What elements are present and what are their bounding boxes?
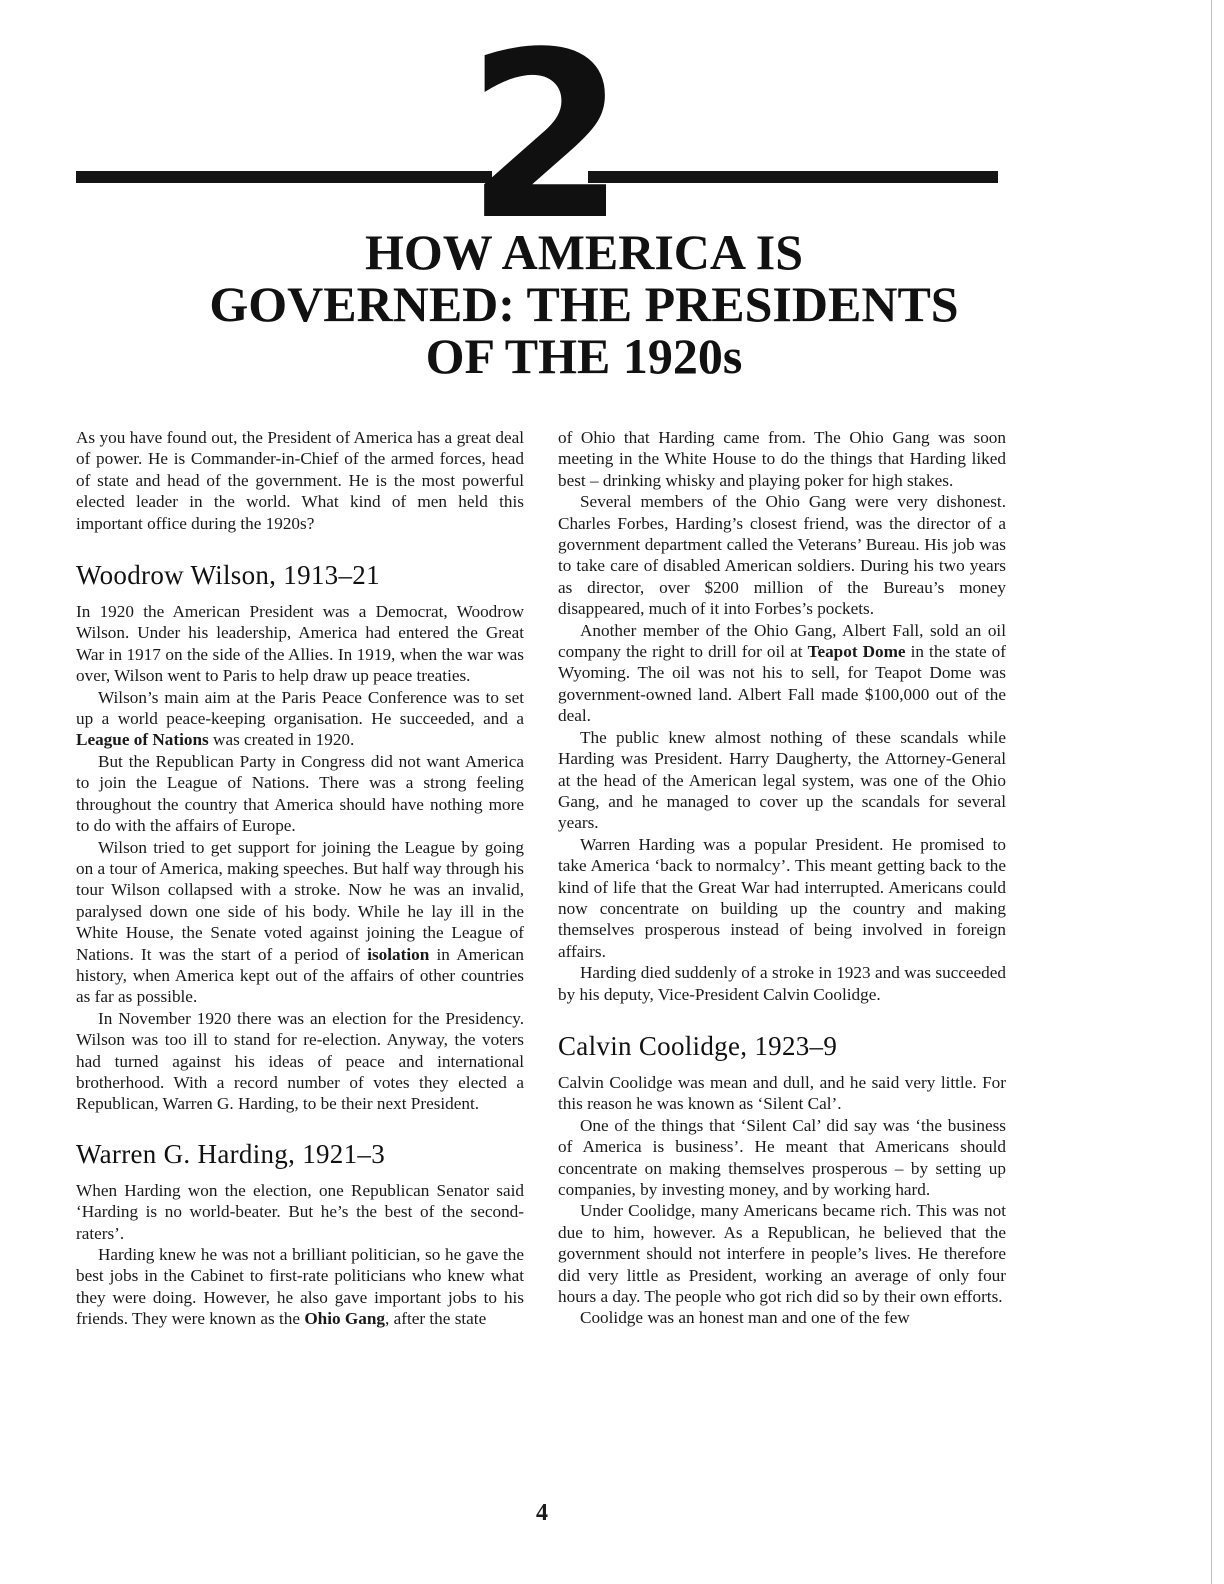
wilson-paragraph-2-text-b: was created in 1920. — [208, 730, 355, 750]
harding-paragraph-2-text-a: Harding knew he was not a brilliant politician, so he gave the best jobs in the Cabinet to first-rate politicians who knew what they were doing. However, he also gave important jobs to his friends. They were known as the — [76, 1245, 524, 1329]
scandals-paragraph: The public knew almost nothing of these scandals while Harding was President. Harry Daugherty, the Attorney-General at the head of the American legal system, was one of the Ohio Gang, and he managed to cover up the scandals for several years. — [558, 727, 1006, 833]
harding-paragraph-2-text-b: , after the state — [385, 1309, 487, 1329]
chapter-number: 2 — [465, 4, 621, 271]
teapot-dome-paragraph-text-a: Another member of the Ohio Gang, Albert Fall, sold an oil company the right to drill for oil at — [558, 620, 1006, 662]
right-column — [558, 427, 1006, 1329]
intro-paragraph: As you have found out, the President of America has a great deal of power. He is Commander-in-Chief of the armed forces, head of state and head of the government. He is the most powerful elected leader in the world. What kind of men held this important office during the 1920s? — [76, 428, 524, 533]
coolidge-heading: Calvin Coolidge, 1923–9 — [558, 1030, 838, 1061]
coolidge-paragraph-2: One of the things that ‘Silent Cal’ did say was ‘the business of America is business’. He meant that Americans should concentrate on making themselves prosperous – by setting up companies, by investing money, and by working hard. — [558, 1115, 1006, 1199]
coolidge-paragraph-4: Coolidge was an honest man and one of the few — [580, 1308, 910, 1328]
coolidge-paragraph-3: Under Coolidge, many Americans became rich. This was not due to him, however. As a Republican, he believed that the government should not interfere in people’s lives. He therefore did very little as President, working an average of only four hours a day. The people who got rich did so by their own efforts. — [558, 1201, 1006, 1307]
header-rule-right — [588, 171, 998, 183]
wilson-paragraph-4-text-a: Wilson tried to get support for joining the League by going on a tour of America, making speeches. But half way through his tour Wilson collapsed with a stroke. Now he was an invalid, paralysed down one side of his body. While he lay ill in the White House, the Senate voted against joining the League of Nations. It was the start of a period of — [76, 837, 524, 964]
chapter-title — [76, 226, 1092, 382]
league-of-nations-term: League of Nations — [76, 730, 209, 750]
teapot-dome-paragraph-text-b: in the state of Wyoming. The oil was not his to sell, for Teapot Dome was government-owned land. Albert Fall made $100,000 out of the deal. — [558, 642, 1006, 726]
chapter-title-line-1: HOW AMERICA IS — [364, 224, 804, 280]
normalcy-paragraph: Warren Harding was a popular President. He promised to take America ‘back to normalcy’. This meant getting back to the kind of life that the Great War had interrupted. Americans could now concentrate on building up the country and making themselves prosperous instead of being involved in foreign affairs. — [558, 834, 1006, 961]
wilson-paragraph-2 — [76, 687, 524, 751]
harding-death-paragraph: Harding died suddenly of a stroke in 1923 and was succeeded by his deputy, Vice-President Calvin Coolidge. — [558, 963, 1006, 1004]
header-rule-left — [76, 171, 492, 183]
wilson-paragraph-4-text-b: in American history, when America kept out of the affairs of other countries as far as possible. — [76, 944, 524, 1007]
page-number: 4 — [536, 1500, 548, 1526]
left-column — [76, 427, 524, 1330]
forbes-paragraph: Several members of the Ohio Gang were very dishonest. Charles Forbes, Harding’s closest friend, was the director of a government department called the Veterans’ Bureau. His job was to take care of disabled American soldiers. During his two years as director, over $200 million of the Bureau’s money disappeared, much of it into Forbes’s pockets. — [558, 492, 1006, 619]
coolidge-paragraph-1: Calvin Coolidge was mean and dull, and he said very little. For this reason he was known as ‘Silent Cal’. — [558, 1072, 1006, 1114]
wilson-paragraph-2-text-a: Wilson’s main aim at the Paris Peace Conference was to set up a world peace-keeping organisation. He succeeded, and a — [76, 687, 524, 729]
wilson-heading: Woodrow Wilson, 1913–21 — [76, 560, 380, 591]
ohio-gang-continued-paragraph: of Ohio that Harding came from. The Ohio Gang was soon meeting in the White House to do the things that Harding liked best – drinking whisky and playing poker for high stakes. — [558, 428, 1006, 490]
wilson-paragraph-5: In November 1920 there was an election for the Presidency. Wilson was too ill to stand for re-election. Anyway, the voters had turned against his ideas of peace and international brotherhood. With a record number of votes they elected a Republican, Warren G. Harding, to be their next President. — [76, 1008, 524, 1114]
teapot-dome-term: Teapot Dome — [807, 642, 906, 662]
harding-paragraph-2 — [76, 1244, 524, 1330]
chapter-title-line-3: OF THE 1920s — [425, 328, 743, 384]
harding-paragraph-1: When Harding won the election, one Republican Senator said ‘Harding is no world-beater. But he’s the best of the second-raters’. — [76, 1180, 524, 1243]
teapot-dome-paragraph — [558, 620, 1006, 727]
chapter-title-line-2: GOVERNED: THE PRESIDENTS — [209, 276, 959, 332]
ohio-gang-term: Ohio Gang — [304, 1309, 386, 1329]
harding-heading: Warren G. Harding, 1921–3 — [76, 1138, 385, 1169]
wilson-paragraph-4 — [76, 837, 524, 1008]
wilson-paragraph-3: But the Republican Party in Congress did not want America to join the League of Nations. There was a strong feeling throughout the country that America should have nothing more to do with the affairs of Europe. — [76, 751, 524, 836]
wilson-paragraph-1: In 1920 the American President was a Democrat, Woodrow Wilson. Under his leadership, America had entered the Great War in 1917 on the side of the Allies. In 1919, when the war was over, Wilson went to Paris to help draw up peace treaties. — [76, 602, 524, 686]
isolation-term: isolation — [367, 944, 430, 964]
page-edge-line — [1211, 0, 1212, 1584]
